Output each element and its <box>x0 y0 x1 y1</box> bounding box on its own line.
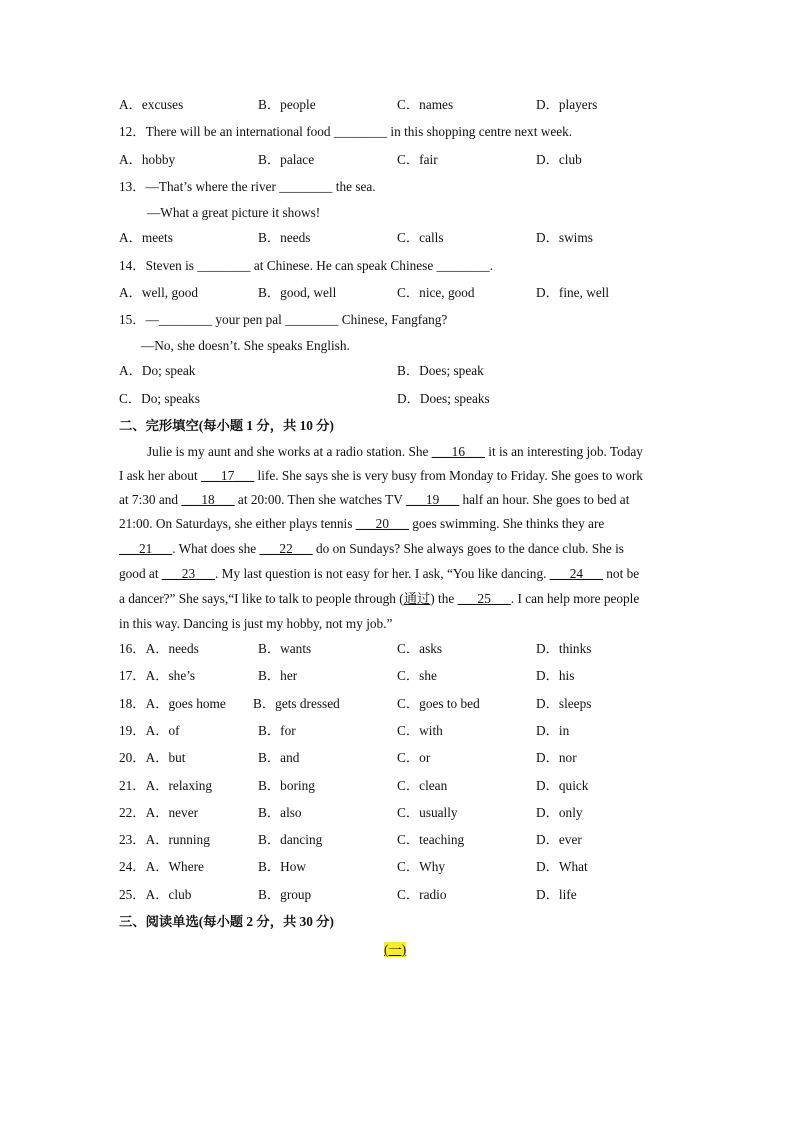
text: I ask her about <box>119 468 201 483</box>
cloze-20-option-c: C．or <box>397 750 431 765</box>
q13-stem-reply: —What a great picture it shows! <box>147 205 321 220</box>
cloze-17-option-a: 17．A．she’s <box>119 668 196 683</box>
blank-25: ___25___ <box>457 591 511 606</box>
cloze-17-option-c: C．she <box>397 668 437 683</box>
cloze-18-option-d: D．sleeps <box>536 696 592 711</box>
text: not be <box>602 566 640 581</box>
passage-line-7 <box>119 591 639 607</box>
q13-option-c: C．calls <box>397 230 444 245</box>
reading-subsection-label <box>384 942 406 958</box>
q13-option-b: B．needs <box>258 230 311 245</box>
chinese-gloss: 通过 <box>403 591 431 606</box>
q15-option-c: C．Do; speaks <box>119 391 200 406</box>
cloze-23-option-c: C．teaching <box>397 832 465 847</box>
q12-option-a: A．hobby <box>119 152 176 167</box>
passage-line-2 <box>119 468 643 484</box>
q11-option-a: A．excuses <box>119 97 184 112</box>
cloze-16-option-a: 16．A．needs <box>119 641 199 656</box>
q15-option-a: A．Do; speak <box>119 363 196 378</box>
q12-option-c: C．fair <box>397 152 438 167</box>
cloze-22-option-d: D．only <box>536 805 583 820</box>
cloze-25-option-d: D．life <box>536 887 577 902</box>
q12-option-d: D．club <box>536 152 582 167</box>
passage-line-6 <box>119 566 639 582</box>
passage-line-8: in this way. Dancing is just my hobby, not my job.” <box>119 616 393 631</box>
text: half an hour. She goes to bed at <box>459 492 630 507</box>
cloze-24-option-b: B．How <box>258 859 307 874</box>
cloze-21-option-a: 21．A．relaxing <box>119 778 213 793</box>
blank-20: ___20___ <box>355 516 409 531</box>
blank-22: ___22___ <box>259 541 313 556</box>
text: do on Sundays? She always goes to the dance club. She is <box>312 541 624 556</box>
cloze-17-option-b: B．her <box>258 668 298 683</box>
section-cloze-title: 二、完形填空(每小题 1 分，共 10 分) <box>119 418 334 433</box>
cloze-23-option-a: 23．A．running <box>119 832 210 847</box>
cloze-19-option-a: 19．A．of <box>119 723 180 738</box>
q13-option-d: D．swims <box>536 230 593 245</box>
q14-option-a: A．well, good <box>119 285 199 300</box>
cloze-25-option-b: B．group <box>258 887 312 902</box>
text: good at <box>119 566 162 581</box>
cloze-16-option-c: C．asks <box>397 641 443 656</box>
text: goes swimming. She thinks they are <box>408 516 605 531</box>
blank-21: ___21___ <box>119 541 173 556</box>
text: ) the <box>430 591 458 606</box>
text: life. She says she is very busy from Monday to Friday. She goes to work <box>254 468 643 483</box>
blank-16: ___16___ <box>431 444 485 459</box>
q11-option-d: D．players <box>536 97 598 112</box>
text: a dancer?” She says,“I like to talk to people through ( <box>119 591 404 606</box>
q15-stem-reply: —No, she doesn’t. She speaks English. <box>141 338 350 353</box>
q15-stem: 15．—________ your pen pal ________ Chinese, Fangfang? <box>119 312 448 327</box>
section-reading-title: 三、阅读单选(每小题 2 分，共 30 分) <box>119 914 334 929</box>
passage-line-1 <box>147 444 643 460</box>
q14-option-b: B．good, well <box>258 285 337 300</box>
text: 21:00. On Saturdays, she either plays tennis <box>119 516 356 531</box>
q15-option-b: B．Does; speak <box>397 363 484 378</box>
cloze-18-option-a: 18．A．goes home <box>119 696 226 711</box>
cloze-20-option-a: 20．A．but <box>119 750 186 765</box>
cloze-22-option-c: C．usually <box>397 805 458 820</box>
cloze-20-option-b: B．and <box>258 750 300 765</box>
subsection-number: (一) <box>384 942 407 957</box>
cloze-24-option-a: 24．A．Where <box>119 859 204 874</box>
text: Julie is my aunt and she works at a radio station. She <box>147 444 432 459</box>
cloze-18-option-c: C．goes to bed <box>397 696 480 711</box>
cloze-18-option-b: B．gets dressed <box>253 696 340 711</box>
q14-option-c: C．nice, good <box>397 285 475 300</box>
cloze-21-option-b: B．boring <box>258 778 315 793</box>
q13-stem: 13．—That’s where the river ________ the sea. <box>119 179 376 194</box>
q12-option-b: B．palace <box>258 152 315 167</box>
cloze-21-option-d: D．quick <box>536 778 589 793</box>
q11-option-b: B．people <box>258 97 316 112</box>
blank-19: ___19___ <box>405 492 460 507</box>
cloze-23-option-b: B．dancing <box>258 832 323 847</box>
q14-stem: 14．Steven is ________ at Chinese. He can speak Chinese ________. <box>119 258 494 273</box>
q12-stem: 12．There will be an international food ________ in this shopping centre next week. <box>119 124 573 139</box>
cloze-22-option-b: B．also <box>258 805 302 820</box>
cloze-19-option-d: D．in <box>536 723 570 738</box>
blank-23: ___23___ <box>161 566 216 581</box>
passage-line-4 <box>119 516 604 532</box>
blank-17: ___17___ <box>200 468 255 483</box>
cloze-25-option-a: 25．A．club <box>119 887 192 902</box>
cloze-24-option-c: C．Why <box>397 859 446 874</box>
text: at 20:00. Then she watches TV <box>234 492 406 507</box>
text: it is an interesting job. Today <box>484 444 643 459</box>
text: . What does she <box>172 541 260 556</box>
q14-option-d: D．fine, well <box>536 285 610 300</box>
text: . My last question is not easy for her. I ask, “You like dancing. <box>215 566 550 581</box>
cloze-19-option-c: C．with <box>397 723 443 738</box>
cloze-17-option-d: D．his <box>536 668 575 683</box>
cloze-19-option-b: B．for <box>258 723 296 738</box>
cloze-24-option-d: D．What <box>536 859 588 874</box>
q11-option-c: C．names <box>397 97 454 112</box>
passage-line-3 <box>119 492 629 508</box>
cloze-20-option-d: D．nor <box>536 750 577 765</box>
cloze-23-option-d: D．ever <box>536 832 582 847</box>
cloze-22-option-a: 22．A．never <box>119 805 199 820</box>
q15-option-d: D．Does; speaks <box>397 391 490 406</box>
cloze-25-option-c: C．radio <box>397 887 447 902</box>
cloze-16-option-b: B．wants <box>258 641 312 656</box>
text: . I can help more people <box>510 591 640 606</box>
passage-line-5 <box>119 541 624 557</box>
blank-24: ___24___ <box>549 566 603 581</box>
cloze-21-option-c: C．clean <box>397 778 448 793</box>
cloze-16-option-d: D．thinks <box>536 641 592 656</box>
text: at 7:30 and <box>119 492 182 507</box>
q13-option-a: A．meets <box>119 230 173 245</box>
blank-18: ___18___ <box>181 492 235 507</box>
